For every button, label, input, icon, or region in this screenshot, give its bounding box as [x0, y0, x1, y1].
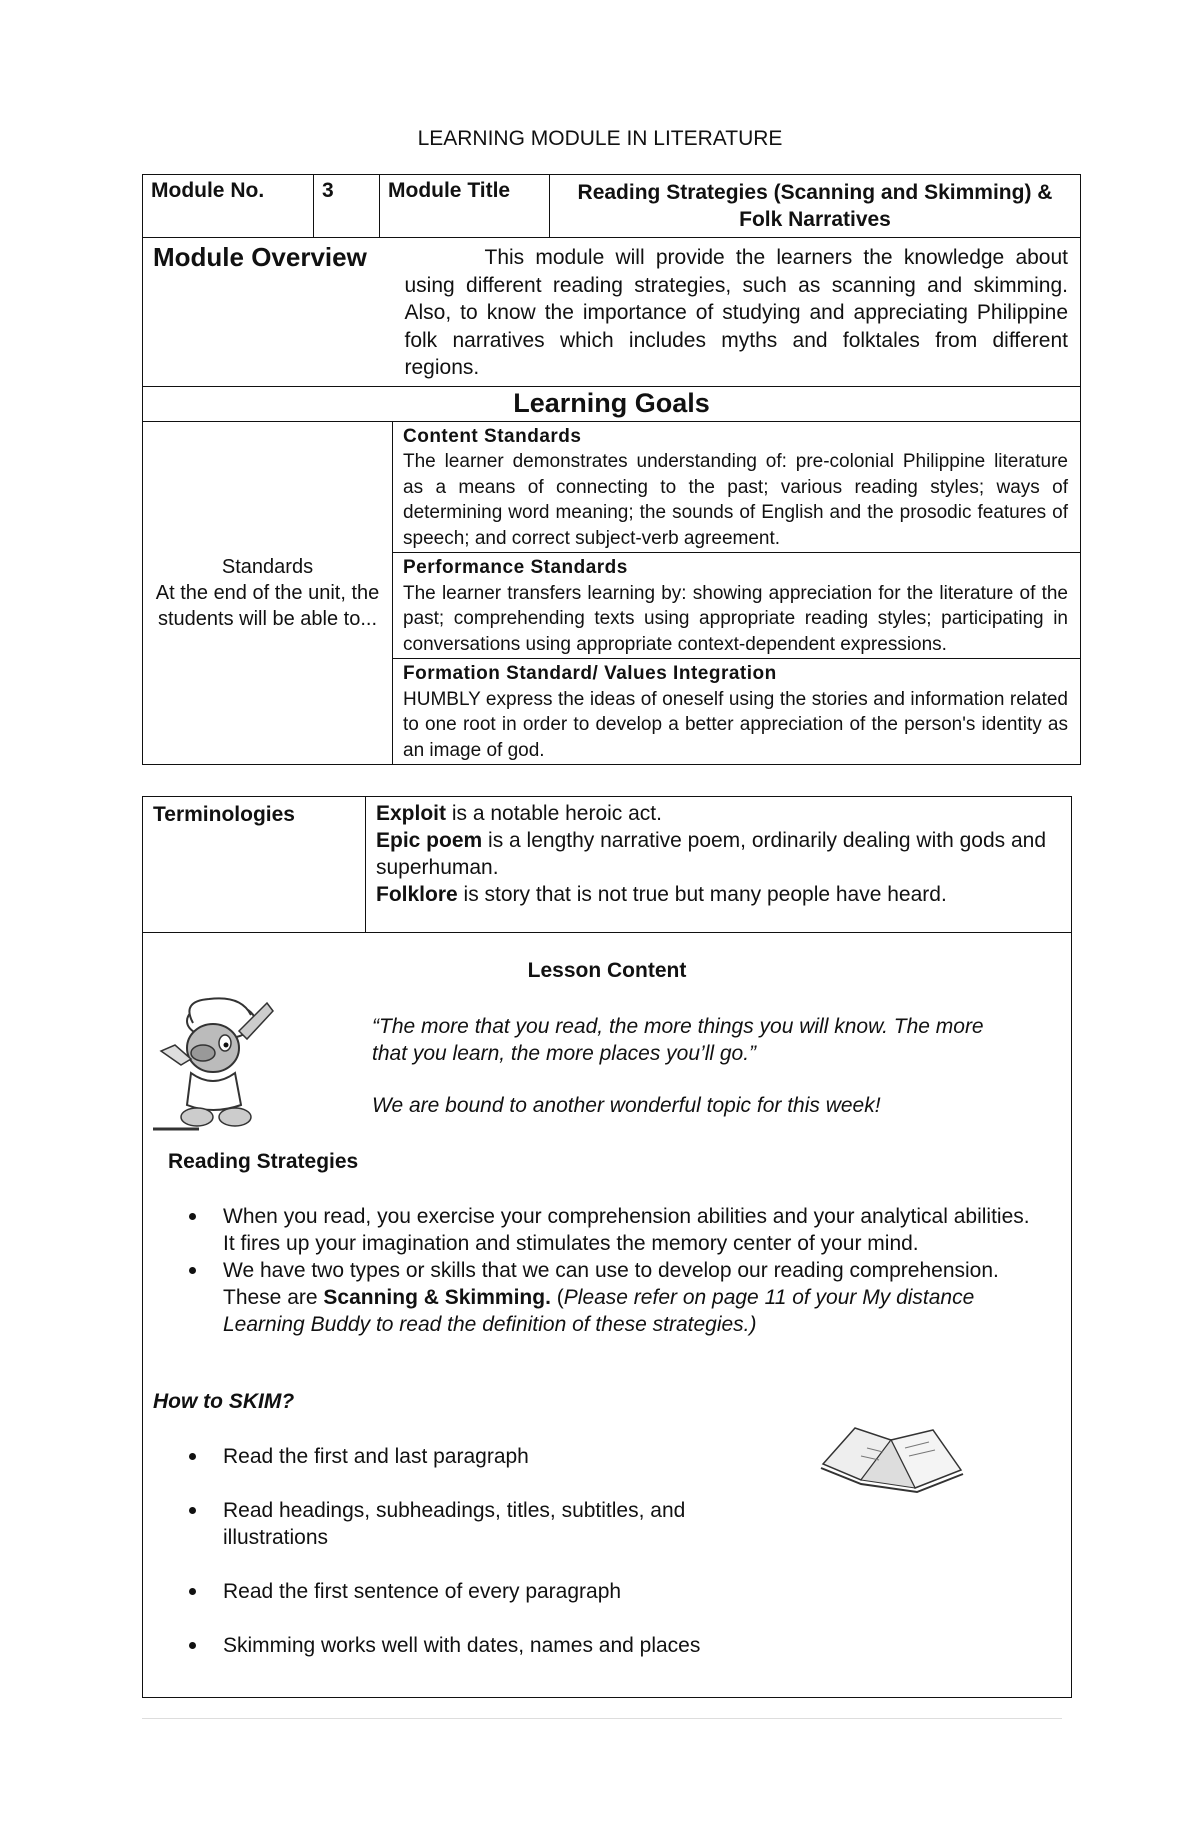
module-title-label: Module Title: [380, 175, 550, 238]
content-standards-heading: Content Standards: [403, 425, 582, 447]
page-title: LEARNING MODULE IN LITERATURE: [417, 127, 783, 150]
list-item: When you read, you exercise your comprehension abilities and your analytical abilities. It fires up your imagination and stimulates the memory center of your mind.: [143, 1203, 1038, 1257]
bullet-text: We have two types or skills that we can use to develop our reading comprehension. These are: [223, 1259, 999, 1309]
term-name: Folklore: [376, 883, 458, 906]
list-item: Read the first sentence of every paragraph: [143, 1578, 763, 1605]
standards-label: Standards: [221, 555, 314, 578]
terminologies-list: [366, 797, 1072, 933]
page-footer-divider: [142, 1718, 1062, 1719]
standards-intro-text: At the end of the unit, the students will be able to...: [155, 581, 380, 630]
module-title-value: Reading Strategies (Scanning and Skimming) & Folk Narratives: [550, 175, 1081, 238]
module-no-value: 3: [314, 175, 380, 238]
term-item: [376, 827, 1061, 881]
term-name: Exploit: [376, 802, 447, 825]
reading-strategies-heading: Reading Strategies: [168, 1150, 359, 1173]
lesson-quote: “The more that you read, the more things you will know. The more that you learn, the more places you’ll go.”: [372, 1015, 984, 1065]
performance-standards-text: The learner transfers learning by: showing appreciation for the literature of the past; comprehending texts using appropriate reading styles; participating in conversations using appropriate context-dependent expressions.: [403, 582, 1068, 655]
term-definition: is a notable heroic act.: [446, 802, 662, 825]
content-standards-text: The learner demonstrates understanding of: pre-colonial Philippine literature as a means of connecting to the past; various reading styles; ways of determining word meaning; the sounds of English and the prosodic features of speech; and correct subject-verb agreement.: [403, 451, 1068, 549]
bullet-paren: (: [550, 1286, 564, 1309]
terminologies-label: Terminologies: [143, 797, 366, 933]
lesson-content-title: Lesson Content: [527, 959, 687, 982]
list-item: Skimming works well with dates, names and places: [143, 1632, 763, 1659]
lesson-table: [142, 796, 1072, 1698]
bullet-italic-text: Please refer on page 11 of your My distance Learning Buddy to read the definition of these strategies.): [223, 1286, 975, 1336]
list-item: Read the first and last paragraph: [143, 1443, 763, 1470]
term-definition: is a lengthy narrative poem, ordinarily dealing with gods and superhuman.: [376, 829, 1047, 879]
term-definition: is story that is not true but many people have heard.: [457, 883, 947, 906]
smurf-reading-illustration: [151, 993, 281, 1133]
term-item: [376, 800, 1061, 827]
content-standards: [393, 421, 1081, 553]
module-overview-label: Module Overview: [143, 238, 393, 387]
standards-intro: [143, 421, 393, 765]
skim-steps-list: [143, 1443, 763, 1686]
formation-standard-heading: Formation Standard/ Values Integration: [403, 663, 777, 684]
bullet-bold-text: Scanning & Skimming.: [323, 1286, 551, 1309]
list-item: [143, 1257, 1038, 1338]
formation-standard: [393, 659, 1081, 765]
formation-standard-text: HUMBLY express the ideas of oneself using the stories and information related to one root in order to develop a better appreciation of the person's identity as an image of god.: [403, 688, 1068, 761]
performance-standards: [393, 553, 1081, 659]
learning-goals-heading: Learning Goals: [143, 386, 1081, 421]
term-name: Epic poem: [376, 829, 483, 852]
module-no-label: Module No.: [143, 175, 314, 238]
module-overview-text: This module will provide the learners the knowledge about using different reading strategies, such as scanning and skimming. Also, to know the importance of studying and appreciating Philippine folk narratives which includes myths and folktales from different regions.: [393, 238, 1081, 387]
lesson-intro-line: We are bound to another wonderful topic for this week!: [372, 1094, 881, 1117]
lesson-content-section: [143, 933, 1072, 1698]
open-book-icon: [815, 1418, 965, 1498]
how-to-skim-heading: How to SKIM?: [153, 1390, 295, 1413]
module-info-table: [142, 174, 1081, 765]
performance-standards-heading: Performance Standards: [403, 557, 628, 578]
reading-strategies-list: [143, 1203, 1038, 1338]
list-item: Read headings, subheadings, titles, subtitles, and illustrations: [143, 1497, 763, 1551]
term-item: [376, 881, 1061, 908]
